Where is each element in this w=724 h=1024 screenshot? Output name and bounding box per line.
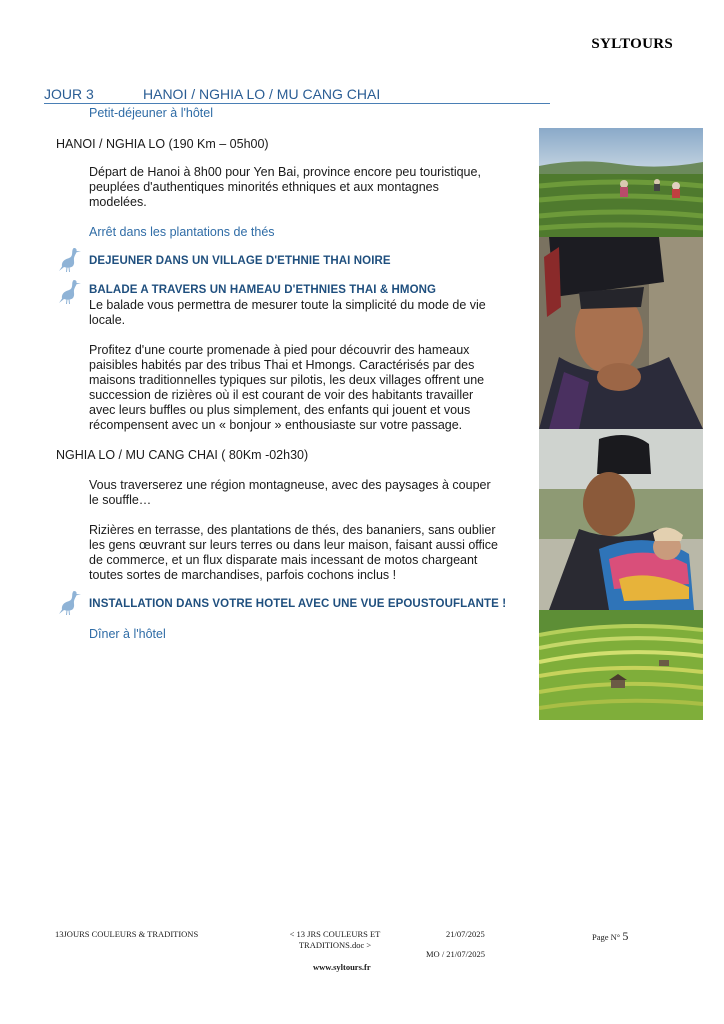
walk-paragraph-2 [89,343,521,433]
breakfast-note: Petit-déjeuner à l'hôtel [89,106,213,120]
thai-woman-portrait-photo [539,237,703,429]
text-line: Départ de Hanoi à 8h00 pour Yen Bai, province encore peu touristique, [89,165,481,179]
text-line: avec leurs buffles ou plus simplement, des enfants qui jouent et vous [89,403,471,417]
day-route: HANOI / NGHIA LO / MU CANG CHAI [143,86,381,102]
text-line: Le balade vous permettra de mesurer toute la simplicité du mode de vie [89,298,486,312]
footer-doc-line: < 13 JRS COULEURS ET [289,929,381,939]
tea-stop-note: Arrêt dans les plantations de thés [89,225,275,239]
page-label: Page N° [592,932,621,942]
dinner-note: Dîner à l'hôtel [89,627,166,641]
lunch-heading: DEJEUNER DANS UN VILLAGE D'ETHNIE THAI NOIRE [89,255,391,267]
text-line: locale. [89,313,126,327]
segment1-title: HANOI / NGHIA LO (190 Km – 05h00) [56,137,269,151]
text-line: modelées. [89,195,147,209]
footer-date: 21/07/2025 [446,929,485,939]
segment1-paragraph [89,165,521,210]
segment2-paragraph-2 [89,523,521,583]
text-line: récompensent avec un « bonjour » enthousiaste sur votre passage. [89,418,463,432]
text-line: paisibles habités par des tribus Thai et Hmongs. Caractérisés par des [89,358,475,372]
text-line: maisons traditionnelles typiques sur pilotis, les deux villages offrent une [89,373,485,387]
walk-paragraph-1 [89,298,521,328]
text-line: Profitez d'une courte promenade à pied pour découvrir des hameaux [89,343,470,357]
footer-website: www.syltours.fr [313,962,371,972]
hmong-woman-baby-photo [539,429,703,610]
day-header [44,86,550,104]
text-line: de commerce, et un flux disparate mais incessant de motos chargeant [89,553,478,567]
footer-title: 13JOURS COULEURS & TRADITIONS [55,929,199,939]
text-line: peuplées d'authentiques minorités ethniques et aux montagnes [89,180,439,194]
text-line: Rizières en terrasse, des plantations de thés, des bananiers, sans oublier [89,523,496,537]
footer-page-number [592,929,628,944]
day-label: JOUR 3 [44,86,94,102]
brand-name: SYLTOURS [591,36,673,52]
page-number: 5 [622,929,629,943]
heron-icon [58,278,82,304]
rice-terraces-photo [539,610,703,720]
tea-plantation-photo [539,128,703,237]
heron-icon [58,246,82,272]
footer-modified-date: MO / 21/07/2025 [426,949,486,959]
text-line: le souffle… [89,493,152,507]
text-line: les gens œuvrant sur leurs terres ou dans leur maison, faisant aussi office [89,538,498,552]
footer-doc-line: TRADITIONS.doc > [298,940,372,950]
text-line: succession de rizières où il est courant de voir des habitants travailler [89,388,474,402]
footer-document-name [281,929,389,951]
text-line: toutes sortes de marchandises, parfois cochons inclus ! [89,568,397,582]
segment2-title: NGHIA LO / MU CANG CHAI ( 80Km -02h30) [56,448,309,462]
segment2-paragraph-1 [89,478,521,508]
hotel-heading: INSTALLATION DANS VOTRE HOTEL AVEC UNE VUE EPOUSTOUFLANTE ! [89,598,507,610]
walk-heading: BALADE A TRAVERS UN HAMEAU D'ETHNIES THAI & HMONG [89,284,437,296]
text-line: Vous traverserez une région montagneuse, avec des paysages à couper [89,478,491,492]
heron-icon [58,589,82,615]
